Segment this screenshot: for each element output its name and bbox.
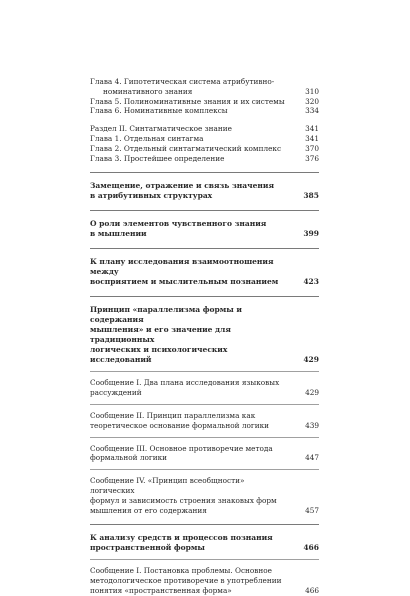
toc-entry-page: 376 bbox=[305, 153, 319, 163]
toc-entry bbox=[90, 257, 319, 287]
toc-entry bbox=[90, 106, 319, 116]
toc-entry-title-cont: мышления» и его значение для традиционных bbox=[90, 325, 231, 345]
toc-entry bbox=[90, 305, 319, 365]
toc-entry-title-cont: методологическое противоречие в употреблении bbox=[90, 576, 282, 586]
toc-entry-page: 429 bbox=[303, 355, 319, 365]
toc-entry-page: 429 bbox=[305, 388, 319, 398]
section-divider bbox=[90, 296, 319, 297]
toc-entry-page: 447 bbox=[305, 453, 319, 463]
section-divider bbox=[90, 524, 319, 525]
toc-entry-page: 341 bbox=[305, 124, 319, 134]
toc-entry bbox=[90, 533, 319, 553]
toc-entry-title: Глава 2. Отдельный синтагматический комплекс bbox=[90, 143, 282, 153]
toc-entry-title: Сообщение I. Постановка проблемы. Основное bbox=[90, 566, 272, 576]
toc-entry-title: Сообщение II. Принцип параллелизма как bbox=[90, 410, 256, 420]
toc-entry-title: Глава 1. Отдельная синтагма bbox=[90, 133, 204, 143]
toc-entry bbox=[90, 124, 319, 134]
toc-entry-title-cont: понятия «пространственная форма» bbox=[90, 585, 232, 595]
toc-entry bbox=[90, 566, 319, 595]
toc-entry-page: 370 bbox=[305, 143, 319, 153]
toc-entry-page: 466 bbox=[303, 543, 319, 553]
toc-entry bbox=[90, 411, 319, 431]
toc-entry-title-cont: формул и зависимость строения знаковых форм bbox=[90, 495, 277, 505]
toc-entry-title-cont: в мышлении bbox=[90, 229, 147, 239]
toc-entry-title-cont: в атрибутивных структурах bbox=[90, 191, 213, 201]
toc-entry-title-cont: восприятием и мыслительным познанием bbox=[90, 277, 279, 287]
toc-entry-title: Глава 5. Полиноминативные знания и их системы bbox=[90, 96, 285, 106]
toc-entry bbox=[90, 134, 319, 144]
toc-entry-title-cont: пространственной формы bbox=[90, 543, 205, 553]
toc-entry-page: 399 bbox=[303, 229, 319, 239]
subsection-divider bbox=[90, 559, 319, 560]
toc-entry-title: К плану исследования взаимоотношения между bbox=[90, 257, 274, 277]
toc-entry-title: Глава 4. Гипотетическая система атрибутивно- bbox=[90, 77, 275, 86]
toc-entry-page: 423 bbox=[303, 277, 319, 287]
section-divider bbox=[90, 210, 319, 211]
toc-entry bbox=[90, 444, 319, 464]
toc-entry-title-cont: номинативного знания bbox=[103, 86, 193, 96]
toc-entry bbox=[90, 378, 319, 398]
section-divider bbox=[90, 248, 319, 249]
toc-entry-page: 310 bbox=[305, 86, 319, 96]
toc-entry-page: 341 bbox=[305, 133, 319, 143]
toc-entry-title: Глава 3. Простейшее определение bbox=[90, 153, 225, 163]
subsection-divider bbox=[90, 371, 319, 372]
toc-entry bbox=[90, 219, 319, 239]
subsection-divider bbox=[90, 404, 319, 405]
toc-entry bbox=[90, 77, 319, 97]
toc-entry bbox=[90, 181, 319, 201]
toc-entry-title-cont: логических и психологических исследований bbox=[90, 345, 228, 365]
subsection-divider bbox=[90, 437, 319, 438]
toc-entry-page: 439 bbox=[305, 420, 319, 430]
toc-entry bbox=[90, 144, 319, 154]
toc-entry-title-cont: формальной логики bbox=[90, 453, 167, 463]
subsection-divider bbox=[90, 469, 319, 470]
toc-entry-page: 334 bbox=[305, 106, 319, 116]
toc-entry-title-cont: мышления от его содержания bbox=[90, 505, 207, 515]
toc-entry bbox=[90, 97, 319, 107]
toc-entry bbox=[90, 154, 319, 164]
toc-entry-page: 385 bbox=[303, 191, 319, 201]
toc-entry-title: Глава 6. Номинативные комплексы bbox=[90, 106, 228, 116]
toc-entry bbox=[90, 476, 319, 515]
toc-entry-title: Сообщение III. Основное противоречие метода bbox=[90, 443, 273, 453]
toc-entry-title: Сообщение I. Два плана исследования языковых bbox=[90, 378, 280, 388]
toc-entry-title: Замещение, отражение и связь значения bbox=[90, 181, 274, 191]
toc-entry-page: 466 bbox=[305, 585, 319, 595]
section-divider bbox=[90, 172, 319, 173]
toc-entry-title: Раздел II. Синтагматическое знание bbox=[90, 124, 232, 134]
toc-entry-title-cont: рассуждений bbox=[90, 388, 142, 398]
toc-entry-page: 457 bbox=[305, 505, 319, 515]
toc-entry-title: Принцип «параллелизма формы и содержания bbox=[90, 305, 242, 325]
toc-entry-title: Сообщение IV. «Принцип всеобщности» логических bbox=[90, 476, 245, 495]
toc-entry-page: 320 bbox=[305, 96, 319, 106]
toc-entry-title-cont: теоретическое основание формальной логики bbox=[90, 420, 270, 430]
toc-entry-title: О роли элементов чувственного знания bbox=[90, 219, 267, 229]
table-of-contents bbox=[90, 77, 319, 596]
toc-entry-title: К анализу средств и процессов познания bbox=[90, 533, 273, 543]
